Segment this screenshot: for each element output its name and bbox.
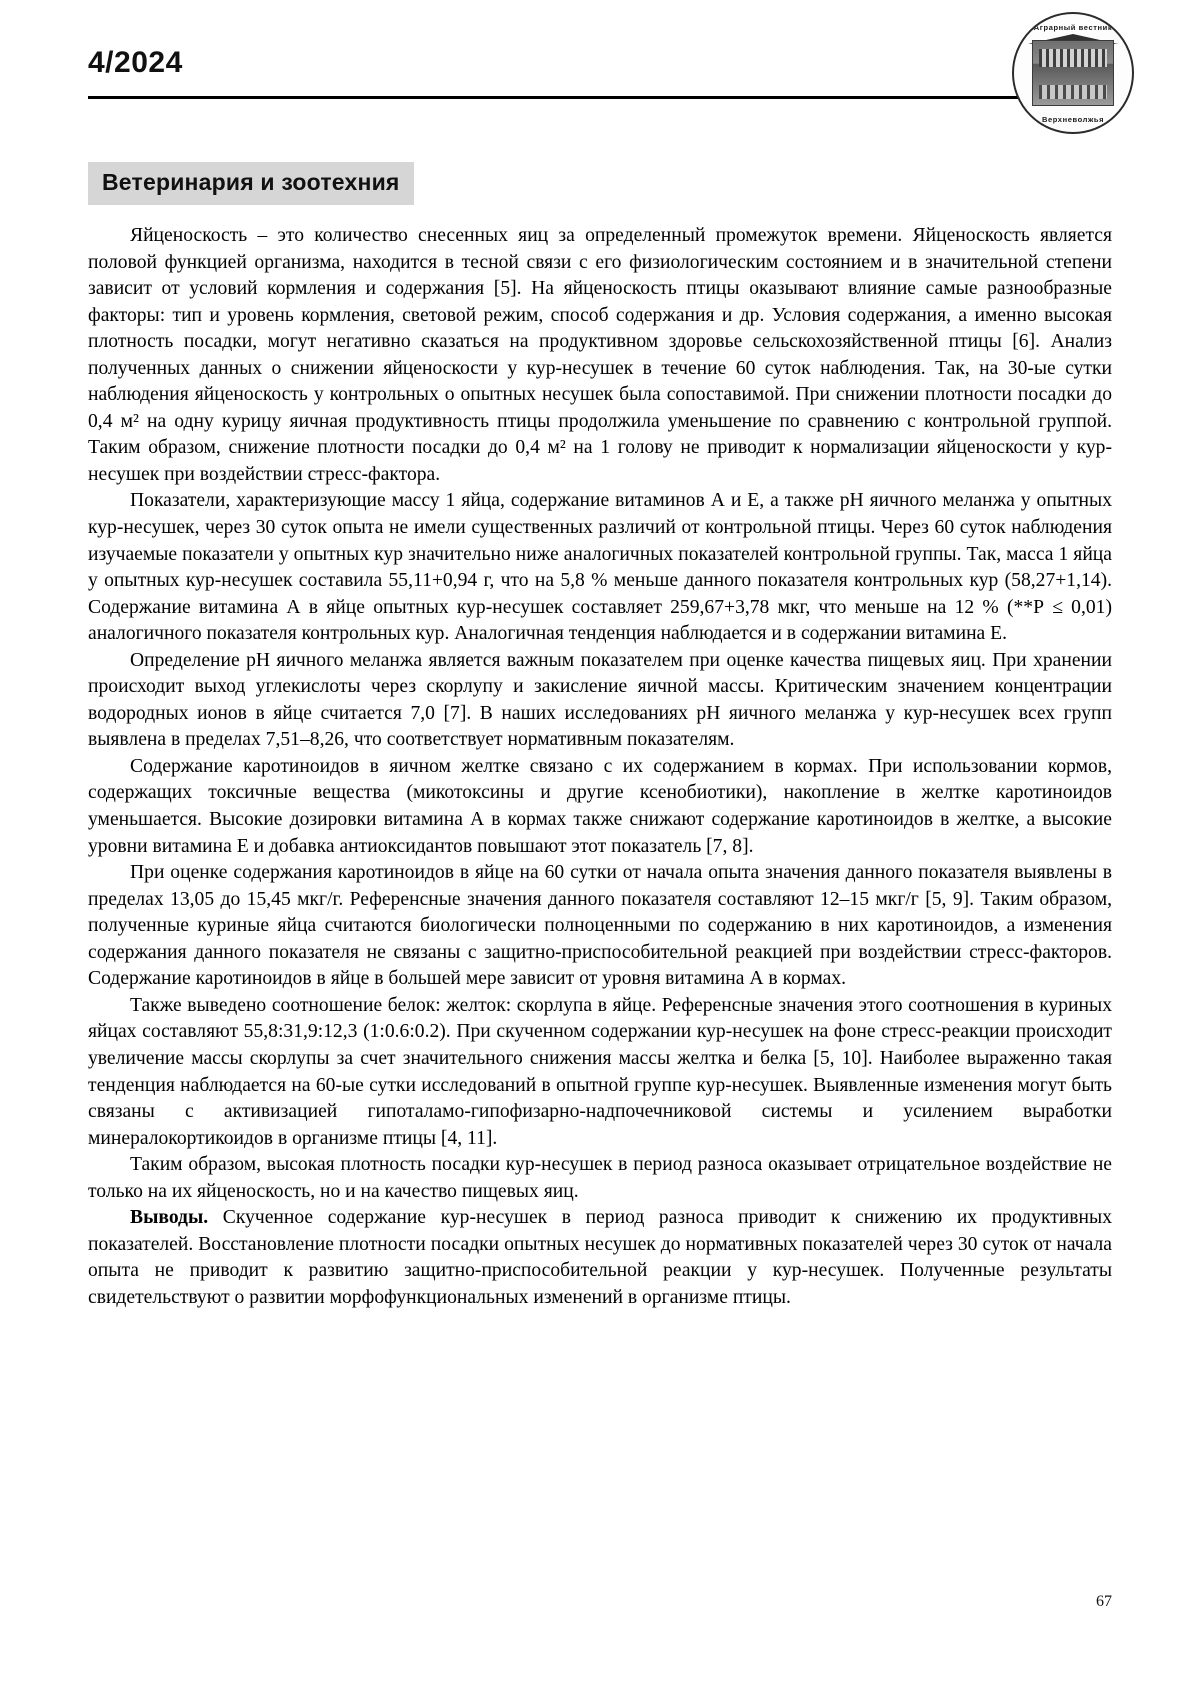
paragraph: Таким образом, высокая плотность посадки кур-несушек в период разноса оказывает отрицательное воздействие не только на их яйценоскость, но и на качество пищевых яиц.	[88, 1154, 1112, 1202]
issue-number: 4/2024	[88, 46, 183, 79]
emblem-building-shape	[1032, 40, 1114, 106]
conclusion-text: Скученное содержание кур-несушек в период разноса приводит к снижению их продуктивных показателей. Восстановление плотности посадки опытных несушек до нормативных показателей через 30 суток от начала опыта не приводит к развитию защитно-приспособительной реакции у кур-несушек. Полученные результаты свидетельствуют о развитии морфофункциональных изменений в организме птицы.	[88, 1207, 1112, 1308]
page-header	[88, 0, 1112, 152]
conclusion-paragraph	[88, 1205, 1112, 1311]
paragraph: Содержание каротиноидов в яичном желтке связано с их содержанием в кормах. При использовании кормов, содержащих токсичные вещества (микотоксины и другие ксенобиотики), накопление в желтке каротиноидов уменьшается. Высокие дозировки витамина А в кормах также снижают содержание каротиноидов в желтке, а высокие уровни витамина Е и добавка антиоксидантов повышают этот показатель [7, 8].	[88, 755, 1112, 857]
page-number: 67	[1096, 1593, 1112, 1610]
section-title: Ветеринария и зоотехния	[88, 162, 414, 205]
paragraph: Показатели, характеризующие массу 1 яйца, содержание витаминов А и Е, а также рН яичного меланжа у опытных кур-несушек, через 30 суток опыта не имели существенных различий от контрольной птицы. Через 60 суток наблюдения изучаемые показатели у опытных кур значительно ниже аналогичных показателей контрольной группы. Так, масса 1 яйца у опытных кур-несушек составила 55,11+0,94 г, что на 5,8 % меньше данного показателя контрольных кур (58,27+1,14). Содержание витамина А в яйце опытных кур-несушек составляет 259,67+3,78 мкг, что меньше на 12 % (**Р ≤ 0,01) аналогичного показателя контрольных кур. Аналогичная тенденция наблюдается и в содержании витамина Е.	[88, 490, 1112, 645]
emblem-top-text: Аграрный вестник	[1033, 23, 1113, 32]
emblem-bottom-text: Верхневолжья	[1041, 115, 1105, 124]
paragraph: Определение рН яичного меланжа является важным показателем при оценке качества пищевых яиц. При хранении происходит выход углекислоты через скорлупу и закисление яичной массы. Критическим значением концентрации водородных ионов в яйце считается 7,0 [7]. В наших исследованиях рН яичного меланжа у кур-несушек всех групп выявлена в пределах 7,51–8,26, что соответствует нормативным показателям.	[88, 649, 1112, 751]
paragraph: Также выведено соотношение белок: желток: скорлупа в яйце. Референсные значения этого соотношения в куриных яйцах составляют 55,8:31,9:12,3 (1:0.6:0.2). При скученном содержании кур-несушек на фоне стресс-реакции происходит увеличение массы скорлупы за счет значительного снижения массы желтка и белка [5, 10]. Наиболее выраженно такая тенденция наблюдается на 60-ые сутки исследований в опытной группе кур-несушек. Выявленные изменения могут быть связаны с активизацией гипоталамо-гипофизарно-надпочечниковой системы и усилением выработки минералокортикоидов в организме птицы [4, 11].	[88, 994, 1112, 1149]
journal-emblem-icon	[1012, 12, 1134, 134]
article-body	[88, 223, 1112, 1311]
paragraph: Яйценоскость – это количество снесенных яиц за определенный промежуток времени. Яйценоскость является половой функцией организма, находится в тесной связи с его физиологическим состоянием и в значительной степени зависит от условий кормления и содержания [5]. На яйценоскость птицы оказывают влияние самые разнообразные факторы: тип и уровень кормления, световой режим, способ содержания и др. Условия содержания, а именно высокая плотность посадки, могут негативно сказаться на продуктивном здоровье сельскохозяйственной птицы [6]. Анализ полученных данных о снижении яйценоскости у кур-несушек в течение 60 суток наблюдения. Так, на 30-ые сутки наблюдения яйценоскость у контрольных о опытных несушек была сопоставимой. При снижении плотности посадки до 0,4 м² на одну курицу яичная продуктивность птицы продолжила уменьшение по сравнению с контрольной группой. Таким образом, снижение плотности посадки до 0,4 м² на 1 голову не приводит к нормализации яйценоскости у кур-несушек при воздействии стресс-фактора.	[88, 225, 1112, 485]
page-content	[88, 0, 1112, 1697]
conclusion-lead: Выводы.	[130, 1207, 209, 1229]
header-divider	[88, 96, 1112, 99]
paragraph: При оценке содержания каротиноидов в яйце на 60 сутки от начала опыта значения данного показателя выявлены в пределах 13,05 до 15,45 мкг/г. Референсные значения данного показателя составляют 12–15 мкг/г [5, 9]. Таким образом, полученные куриные яйца считаются биологически полноценными по содержанию в них каротиноидов, а изменения содержания данного показателя не связаны с защитно-приспособительной реакцией при воздействии стресс-факторов. Содержание каротиноидов в яйце в большей мере зависит от уровня витамина А в кормах.	[88, 862, 1112, 990]
